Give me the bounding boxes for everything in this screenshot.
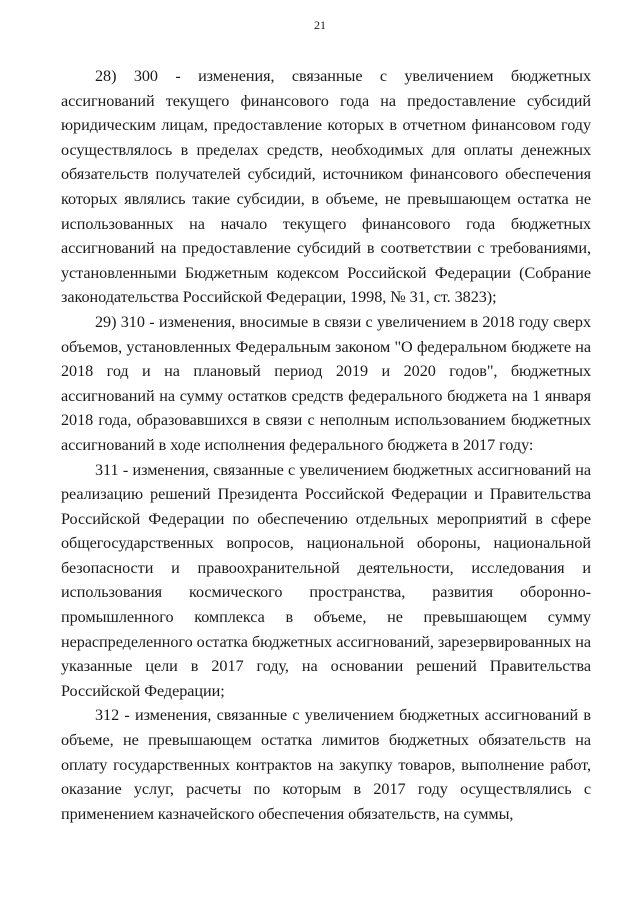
paragraph-code-311: 311 - изменения, связанные с увеличением бюджетных ассигнований на реализацию решений Президента Российской Федерации и Правительства Российской Федерации по обеспечению отдельных мероприятий в сфере общегосударственных вопросов, национальной обороны, национальной безопасности и правоохранительной деятельности, исследования и использования космического пространства, развития оборонно-промышленного комплекса в объеме, не превышающем сумму нераспределенного остатка бюджетных ассигнований, зарезервированных на указанные цели в 2017 году, на основании решений Правительства Российской Федерации; [61, 460, 591, 700]
document-body [61, 64, 591, 826]
paragraph-item-28: 28) 300 - изменения, связанные с увеличением бюджетных ассигнований текущего финансового года на предоставление субсидий юридическим лицам, предоставление которых в отчетном финансовом году осуществлялось в пределах средств, необходимых для оплаты денежных обязательств получателей субсидий, источником финансового обеспечения которых являлись такие субсидии, в объеме, не превышающем остатка не использованных на начало текущего финансового года бюджетных ассигнований на предоставление субсидий в соответствии с требованиями, установленными Бюджетным кодексом Российской Федерации (Собрание законодательства Российской Федерации, 1998, № 31, ст. 3823); [61, 67, 591, 307]
paragraph-code-312: 312 - изменения, связанные с увеличением бюджетных ассигнований в объеме, не превышающем остатка лимитов бюджетных обязательств на оплату государственных контрактов на закупку товаров, выполнение работ, оказание услуг, расчеты по которым в 2017 году осуществлялись с применением казначейского обеспечения обязательств, на суммы, [61, 706, 591, 823]
paragraph-item-29: 29) 310 - изменения, вносимые в связи с увеличением в 2018 году сверх объемов, установленных Федеральным законом "О федеральном бюджете на 2018 год и на плановый период 2019 и 2020 годов", бюджетных ассигнований на сумму остатков средств федерального бюджета на 1 января 2018 года, образовавшихся в связи с неполным использованием бюджетных ассигнований в ходе исполнения федерального бюджета в 2017 году: [61, 312, 591, 454]
page-number: 21 [314, 18, 326, 32]
